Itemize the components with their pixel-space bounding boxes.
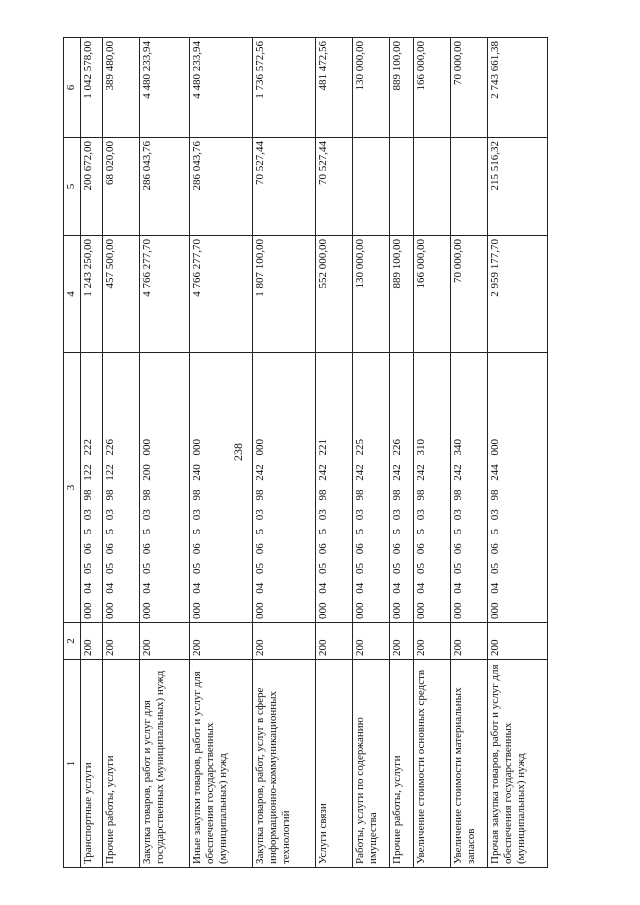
row-approved-amount-cell: 70 000,00 <box>451 236 488 353</box>
row-line-code-cell: 200 <box>140 623 190 660</box>
table-row <box>190 38 253 868</box>
row-executed-amount-cell <box>353 138 390 236</box>
row-budget-code-cell: 000 04 05 06 5 03 98 242 225 <box>353 353 390 623</box>
table-row <box>316 38 353 868</box>
row-executed-amount-cell: 68 020,00 <box>103 138 140 236</box>
row-executed-amount-cell: 70 527,44 <box>253 138 316 236</box>
row-line-code-cell: 200 <box>451 623 488 660</box>
row-budget-code-cell: 000 04 05 06 5 03 98 242 000 <box>253 353 316 623</box>
row-name-cell: Прочие работы, услуги <box>103 660 140 868</box>
row-name-cell: Иные закупки товаров, работ и услуг для обеспечения государственных (муниципальных) нужд <box>190 660 253 868</box>
column-header: 3 <box>64 353 81 623</box>
row-approved-amount-cell: 889 100,00 <box>390 236 414 353</box>
page-number: 238 <box>231 443 245 461</box>
table-row <box>414 38 451 868</box>
row-approved-amount-cell: 457 500,00 <box>103 236 140 353</box>
row-remaining-amount-cell: 1 042 578,00 <box>81 38 103 138</box>
row-approved-amount-cell: 1 243 250,00 <box>81 236 103 353</box>
column-header: 1 <box>64 660 81 868</box>
row-budget-code-cell: 000 04 05 06 5 03 98 242 221 <box>316 353 353 623</box>
row-remaining-amount-cell: 481 472,56 <box>316 38 353 138</box>
row-line-code-cell: 200 <box>414 623 451 660</box>
row-executed-amount-cell <box>390 138 414 236</box>
column-header: 2 <box>64 623 81 660</box>
row-name-cell: Услуги связи <box>316 660 353 868</box>
row-remaining-amount-cell: 166 000,00 <box>414 38 451 138</box>
table-row <box>488 38 548 868</box>
row-executed-amount-cell <box>451 138 488 236</box>
row-line-code-cell: 200 <box>190 623 253 660</box>
row-remaining-amount-cell: 389 480,00 <box>103 38 140 138</box>
budget-table-container <box>63 38 623 868</box>
row-line-code-cell: 200 <box>390 623 414 660</box>
row-approved-amount-cell: 4 766 277,70 <box>140 236 190 353</box>
column-header: 5 <box>64 138 81 236</box>
row-name-cell: Прочие работы, услуги <box>390 660 414 868</box>
row-name-cell: Прочая закупка товаров, работ и услуг для обеспечения государственных (муниципальных) нужд <box>488 660 548 868</box>
column-number-row <box>64 38 81 868</box>
row-line-code-cell: 200 <box>81 623 103 660</box>
row-budget-code-cell: 000 04 05 06 5 03 98 200 000 <box>140 353 190 623</box>
row-line-code-cell: 200 <box>353 623 390 660</box>
table-row <box>253 38 316 868</box>
row-budget-code-cell: 000 04 05 06 5 03 98 122 226 <box>103 353 140 623</box>
row-approved-amount-cell: 552 000,00 <box>316 236 353 353</box>
table-row <box>390 38 414 868</box>
row-budget-code-cell: 000 04 05 06 5 03 98 244 000 <box>488 353 548 623</box>
row-approved-amount-cell: 166 000,00 <box>414 236 451 353</box>
row-line-code-cell: 200 <box>253 623 316 660</box>
budget-table <box>63 37 548 868</box>
row-budget-code-cell: 000 04 05 06 5 03 98 242 340 <box>451 353 488 623</box>
row-line-code-cell: 200 <box>316 623 353 660</box>
row-name-cell: Работы, услуги по содержанию имущества <box>353 660 390 868</box>
row-approved-amount-cell: 2 959 177,70 <box>488 236 548 353</box>
table-row <box>451 38 488 868</box>
row-executed-amount-cell: 286 043,76 <box>140 138 190 236</box>
row-budget-code-cell: 000 04 05 06 5 03 98 240 000 <box>190 353 253 623</box>
row-remaining-amount-cell: 1 736 572,56 <box>253 38 316 138</box>
row-executed-amount-cell: 200 672,00 <box>81 138 103 236</box>
row-name-cell: Транспортные услуги <box>81 660 103 868</box>
row-remaining-amount-cell: 130 000,00 <box>353 38 390 138</box>
row-remaining-amount-cell: 70 000,00 <box>451 38 488 138</box>
row-name-cell: Закупка товаров, работ, услуг в сфере информационно-коммуникационных технологий <box>253 660 316 868</box>
table-row <box>103 38 140 868</box>
row-executed-amount-cell: 70 527,44 <box>316 138 353 236</box>
row-name-cell: Увеличение стоимости основных средств <box>414 660 451 868</box>
row-remaining-amount-cell: 889 100,00 <box>390 38 414 138</box>
row-budget-code-cell: 000 04 05 06 5 03 98 242 226 <box>390 353 414 623</box>
row-approved-amount-cell: 1 807 100,00 <box>253 236 316 353</box>
table-row <box>353 38 390 868</box>
row-executed-amount-cell: 286 043,76 <box>190 138 253 236</box>
table-row <box>140 38 190 868</box>
row-name-cell: Увеличение стоимости материальных запасов <box>451 660 488 868</box>
row-line-code-cell: 200 <box>488 623 548 660</box>
row-executed-amount-cell: 215 516,32 <box>488 138 548 236</box>
row-approved-amount-cell: 130 000,00 <box>353 236 390 353</box>
row-budget-code-cell: 000 04 05 06 5 03 98 242 310 <box>414 353 451 623</box>
row-remaining-amount-cell: 2 743 661,38 <box>488 38 548 138</box>
row-line-code-cell: 200 <box>103 623 140 660</box>
column-header: 6 <box>64 38 81 138</box>
row-budget-code-cell: 000 04 05 06 5 03 98 122 222 <box>81 353 103 623</box>
row-name-cell: Закупка товаров, работ и услуг для государственных (муниципальных) нужд <box>140 660 190 868</box>
row-remaining-amount-cell: 4 480 233,94 <box>140 38 190 138</box>
row-remaining-amount-cell: 4 480 233,94 <box>190 38 253 138</box>
column-header: 4 <box>64 236 81 353</box>
table-row <box>81 38 103 868</box>
row-approved-amount-cell: 4 766 277,70 <box>190 236 253 353</box>
row-executed-amount-cell <box>414 138 451 236</box>
